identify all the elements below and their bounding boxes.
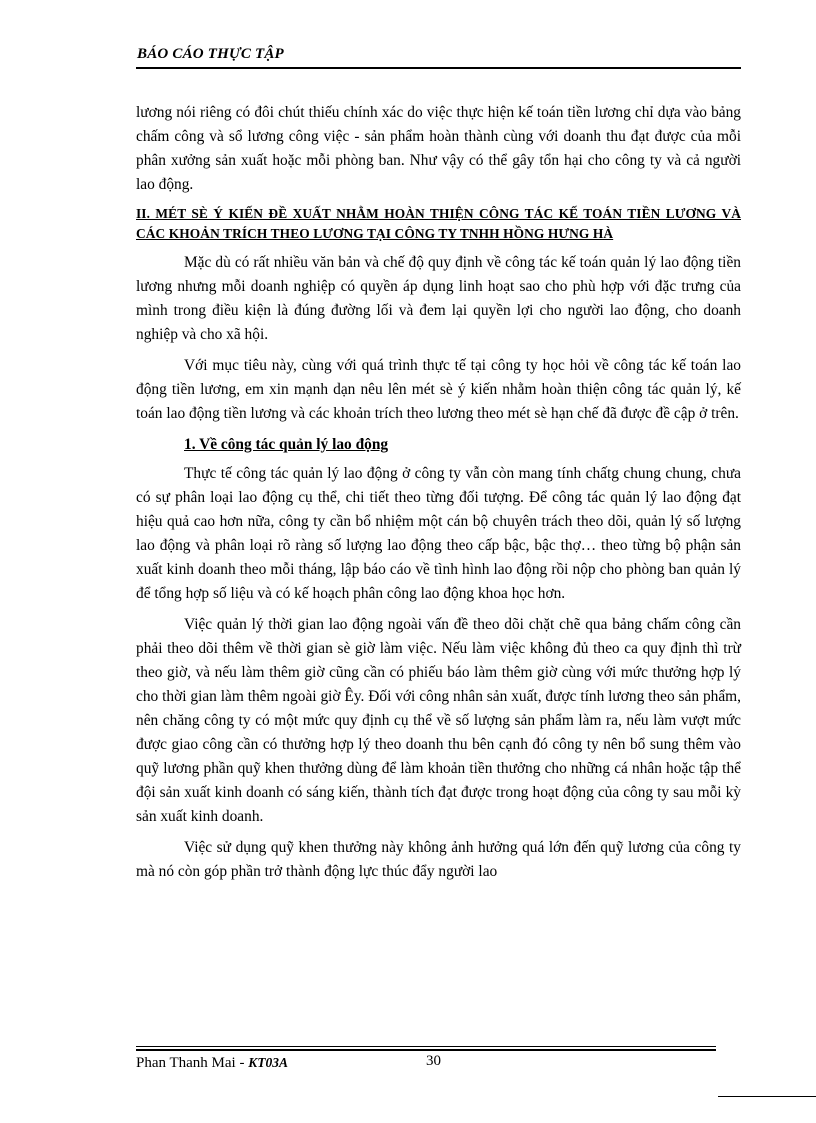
paragraph-continued: lương nói riêng có đôi chút thiếu chính xác do việc thực hiện kế toán tiền lương chỉ dựa vào bảng chấm công và sổ lương công việc - sản phẩm hoàn thành cùng với doanh thu đạt được của mỗi phân xưởng sản xuất hoặc mỗi phòng ban. Như vậy có thể gây tổn hại cho công ty và cả người lao động. [136, 104, 741, 193]
paragraph: Với mục tiêu này, cùng với quá trình thực tế tại công ty học hỏi về công tác kế toán lao động tiền lương, em xin mạnh dạn nêu lên mét sè ý kiến nhằm hoàn thiện công tác quản lý, kế toán lao động tiền lương và các khoản trích theo lương theo mét sè hạn chế đã được đề cập ở trên. [136, 357, 741, 422]
page-header [136, 46, 741, 69]
paragraph: Việc sử dụng quỹ khen thưởng này không ảnh hưởng quá lớn đến quỹ lương của công ty mà nó còn góp phần trở thành động lực thúc đẩy người lao [136, 839, 741, 880]
class-code: KT03A [248, 1055, 288, 1070]
footer-rule [136, 1049, 716, 1051]
subsection-heading: 1. Về công tác quản lý lao động [184, 436, 389, 453]
document-body [136, 101, 741, 891]
footer-author [136, 1055, 288, 1072]
paragraph: Mặc dù có rất nhiều văn bản và chế độ quy định về công tác kế toán quản lý lao động tiền lương nhưng mỗi doanh nghiệp có quyền áp dụng linh hoạt sao cho phù hợp với đặc trưng của mình trong điều kiện là đúng đường lối và đem lại quyền lợi cho người lao động, cho doanh nghiệp và cho xã hội. [136, 254, 741, 343]
header-rule [136, 67, 741, 69]
paragraph: Thực tế công tác quản lý lao động ở công ty vẫn còn mang tính chấtg chung chung, chưa có sự phân loại lao động cụ thể, chi tiết theo từng đối tượng. Để công tác quản lý lao động đạt hiệu quả cao hơn nữa, công ty cần bổ nhiệm một cán bộ chuyên trách theo dõi, quản lý số lượng lao động và phân loại rõ ràng số lượng lao động theo cấp bậc, bậc thợ… theo từng bộ phận sản xuất kinh doanh theo mỗi tháng, lập báo cáo về tình hình lao động rồi nộp cho phòng ban quản lý để tổng hợp số liệu và có kế hoạch phân công lao động khoa học hơn. [136, 465, 741, 602]
page-footer [136, 1046, 716, 1079]
header-title: BÁO CÁO THỰC TẬP [137, 46, 284, 62]
section-heading: II. MÉT SÈ Ý KIẾN ĐỀ XUẤT NHẰM HOÀN THIỆN CÔNG TÁC KẾ TOÁN TIỀN LƯƠNG VÀ CÁC KHOẢN TRÍCH THEO LƯƠNG TẠI CÔNG TY TNHH HỒNG HƯNG HÀ [136, 206, 741, 241]
author-name: Phan Thanh Mai - [136, 1055, 249, 1071]
paragraph: Việc quản lý thời gian lao động ngoài vấn đề theo dõi chặt chẽ qua bảng chấm công cần phải theo dõi thêm về thời gian sè giờ làm việc. Nếu làm việc không đủ theo ca quy định thì trừ theo giờ, và nếu làm thêm giờ cũng cần có phiếu báo làm thêm giờ cùng với mức thưởng hợp lý cho thời gian làm thêm ngoài giờ Êy. Đối với công nhân sản xuất, được tính lương theo sản phẩm, nên chăng công ty có một mức quy định cụ thể về số lượng sản phẩm làm ra, nếu làm vượt mức được giao công cần có thưởng hợp lý theo doanh thu bên cạnh đó công ty nên bổ sung thêm vào quỹ lương phần quỹ khen thưởng dùng để làm khoản tiền thưởng cho những cá nhân hoặc tập thể đội sản xuất kinh doanh có sáng kiến, thành tích đạt được trong hoạt động của công ty sau mỗi kỳ sản xuất kinh doanh. [136, 616, 741, 825]
footer-rule [136, 1046, 716, 1047]
page-number: 30 [426, 1053, 441, 1069]
footer-row [136, 1055, 716, 1079]
margin-rule [718, 1096, 816, 1097]
